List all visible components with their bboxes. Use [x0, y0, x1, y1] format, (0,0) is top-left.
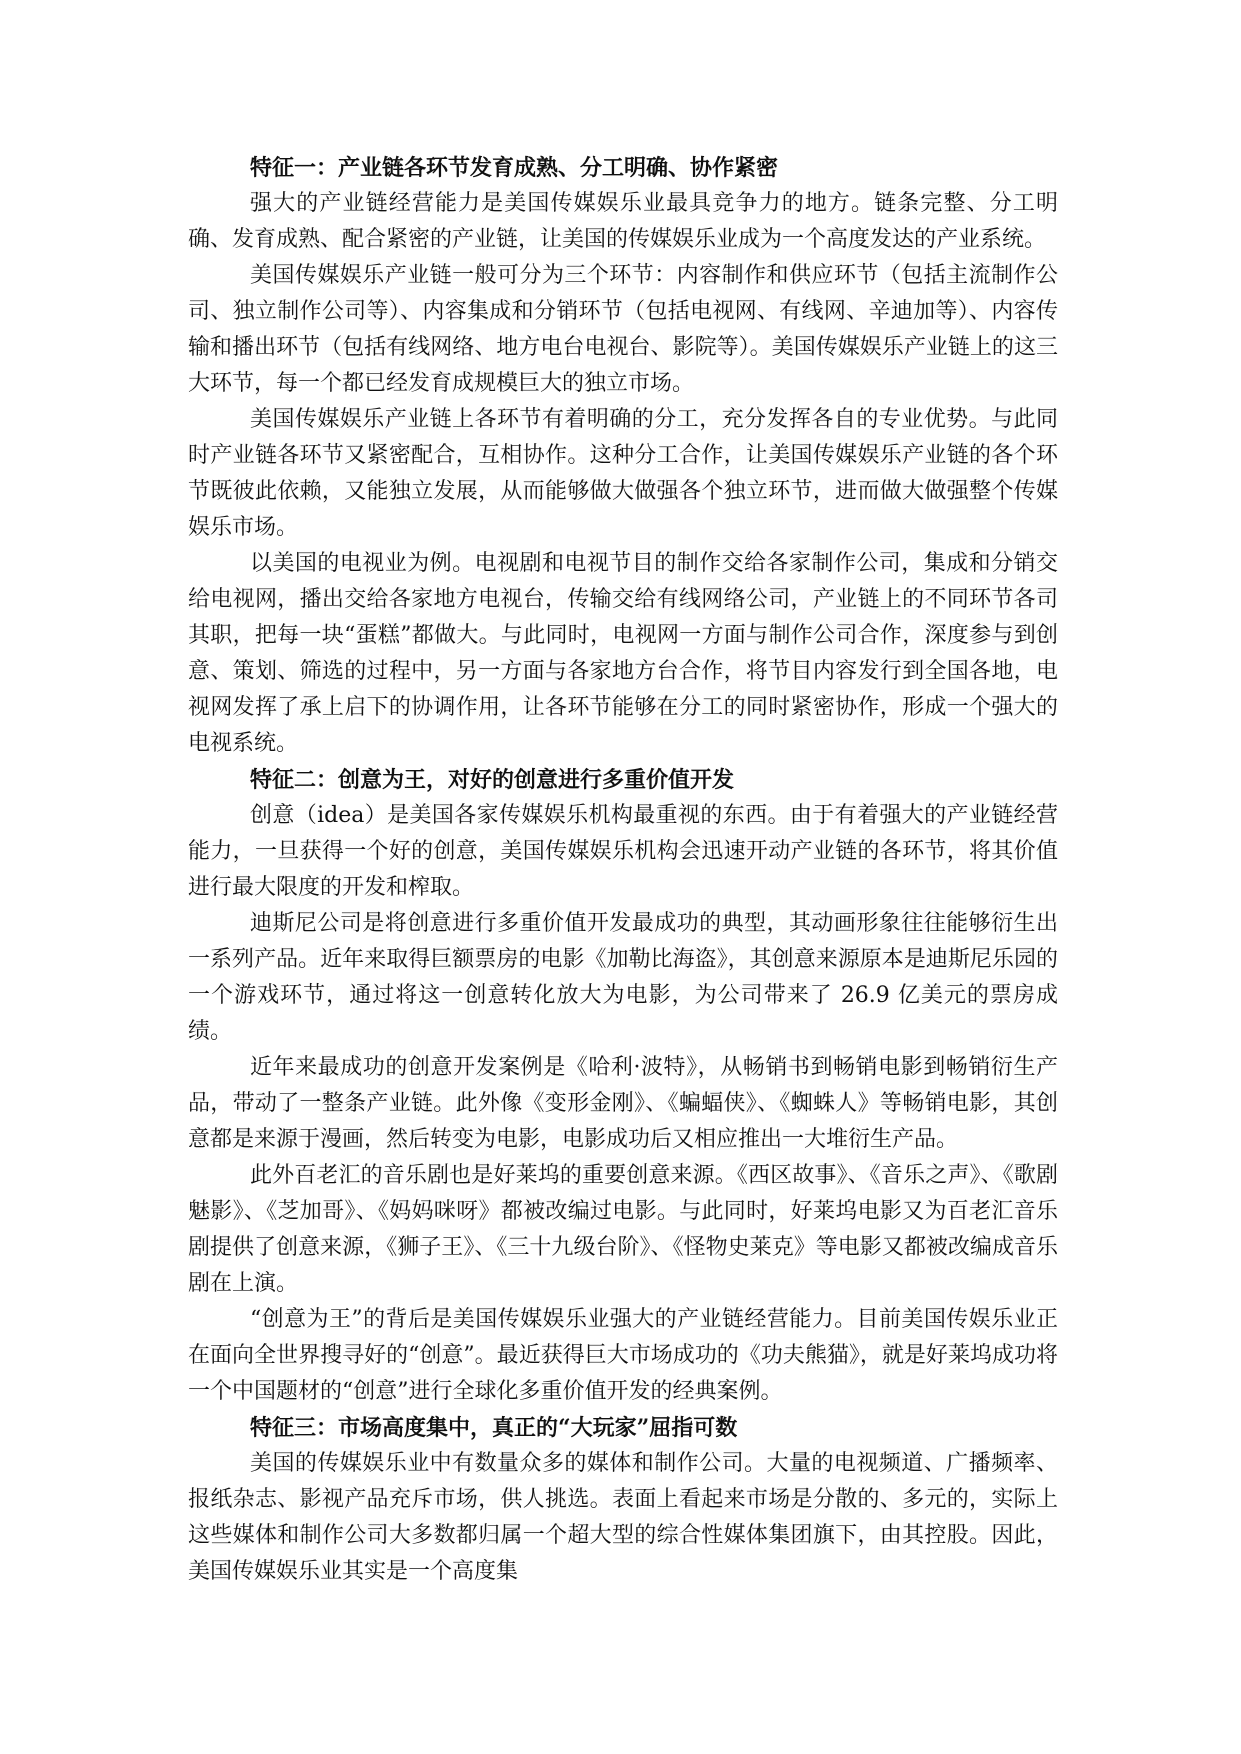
paragraph: 强大的产业链经营能力是美国传媒娱乐业最具竞争力的地方。链条完整、分工明确、发育成熟、配合紧密的产业链，让美国的传媒娱乐业成为一个高度发达的产业系统。 [188, 191, 1058, 252]
paragraph: 迪斯尼公司是将创意进行多重价值开发最成功的典型，其动画形象往往能够衍生出一系列产品。近年来取得巨额票房的电影《加勒比海盗》，其创意来源原本是迪斯尼乐园的一个游戏环节，通过将这一创意转化放大为电影，为公司带来了 26.9 亿美元的票房成绩。 [188, 911, 1058, 1044]
section-heading-2: 特征二：创意为王，对好的创意进行多重价值开发 [250, 767, 735, 793]
paragraph: 以美国的电视业为例。电视剧和电视节目的制作交给各家制作公司，集成和分销交给电视网，播出交给各家地方电视台，传输交给有线网络公司，产业链上的不同环节各司其职，把每一块“蛋糕”都做大。与此同时，电视网一方面与制作公司合作，深度参与到创意、策划、筛选的过程中，另一方面与各家地方台合作，将节目内容发行到全国各地，电视网发挥了承上启下的协调作用，让各环节能够在分工的同时紧密协作，形成一个强大的电视系统。 [188, 551, 1058, 756]
paragraph: 近年来最成功的创意开发案例是《哈利·波特》，从畅销书到畅销电影到畅销衍生产品，带动了一整条产业链。此外像《变形金刚》、《蝙蝠侠》、《蜘蛛人》等畅销电影，其创意都是来源于漫画，然后转变为电影，电影成功后又相应推出一大堆衍生产品。 [188, 1055, 1058, 1152]
paragraph: 美国传媒娱乐产业链一般可分为三个环节：内容制作和供应环节（包括主流制作公司、独立制作公司等）、内容集成和分销环节（包括电视网、有线网、辛迪加等）、内容传输和播出环节（包括有线网络、地方电台电视台、影院等）。美国传媒娱乐产业链上的这三大环节，每一个都已经发育成规模巨大的独立市场。 [188, 263, 1058, 396]
paragraph: 此外百老汇的音乐剧也是好莱坞的重要创意来源。《西区故事》、《音乐之声》、《歌剧魅影》、《芝加哥》、《妈妈咪呀》都被改编过电影。与此同时，好莱坞电影又为百老汇音乐剧提供了创意来源，《狮子王》、《三十九级台阶》、《怪物史莱克》等电影又都被改编成音乐剧在上演。 [188, 1163, 1058, 1296]
paragraph: “创意为王”的背后是美国传媒娱乐业强大的产业链经营能力。目前美国传娱乐业正在面向全世界搜寻好的“创意”。最近获得巨大市场成功的《功夫熊猫》，就是好莱坞成功将一个中国题材的“创意”进行全球化多重价值开发的经典案例。 [188, 1307, 1058, 1404]
paragraph: 美国传媒娱乐产业链上各环节有着明确的分工，充分发挥各自的专业优势。与此同时产业链各环节又紧密配合，互相协作。这种分工合作，让美国传媒娱乐产业链的各个环节既彼此依赖，又能独立发展，从而能够做大做强各个独立环节，进而做大做强整个传媒娱乐市场。 [188, 407, 1058, 540]
section-heading-1: 特征一：产业链各环节发育成熟、分工明确、协作紧密 [250, 155, 779, 181]
document-page [188, 150, 1058, 1590]
paragraph: 创意（idea）是美国各家传媒娱乐机构最重视的东西。由于有着强大的产业链经营能力，一旦获得一个好的创意，美国传媒娱乐机构会迅速开动产业链的各环节，将其价值进行最大限度的开发和榨取。 [188, 803, 1058, 900]
section-heading-3: 特征三：市场高度集中，真正的“大玩家”屈指可数 [250, 1415, 738, 1441]
paragraph: 美国的传媒娱乐业中有数量众多的媒体和制作公司。大量的电视频道、广播频率、报纸杂志、影视产品充斥市场，供人挑选。表面上看起来市场是分散的、多元的，实际上这些媒体和制作公司大多数都归属一个超大型的综合性媒体集团旗下，由其控股。因此，美国传媒娱乐业其实是一个高度集 [188, 1451, 1058, 1584]
